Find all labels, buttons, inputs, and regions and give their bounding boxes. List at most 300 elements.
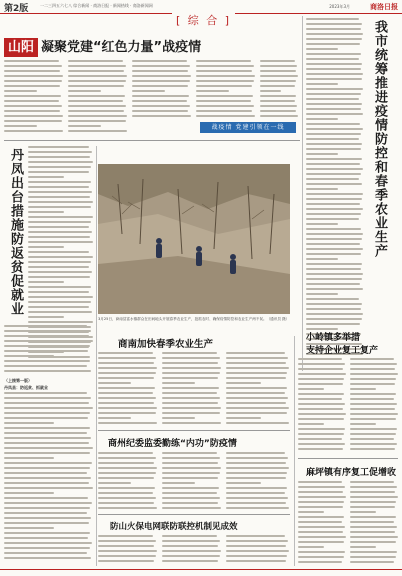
- body-text-line: [132, 75, 191, 77]
- body-text-line: [306, 88, 363, 90]
- body-text-line: [4, 325, 87, 327]
- body-text-line: [4, 330, 91, 332]
- body-text-line: [306, 198, 362, 200]
- body-text-line: [298, 403, 345, 405]
- body-text-line: [162, 382, 195, 384]
- body-text-line: [162, 555, 220, 557]
- shangnan-headline: 商南加快春季农业生产: [118, 339, 214, 350]
- body-text-line: [350, 486, 397, 488]
- body-text-line: [350, 556, 396, 558]
- body-text-line: [4, 115, 63, 117]
- mapping-col-2: [350, 481, 398, 566]
- body-text-line: [28, 216, 93, 218]
- body-text-line: [98, 407, 157, 409]
- body-text-line: [132, 105, 190, 107]
- mapping-top-rule: [298, 458, 398, 459]
- body-text-line: [306, 158, 362, 160]
- shangzhou-top-rule: [98, 430, 290, 431]
- body-text-line: [162, 397, 220, 399]
- page-number: 第2版: [4, 4, 29, 14]
- body-text-line: [28, 241, 93, 243]
- body-text-line: [350, 363, 397, 365]
- body-text-line: [68, 110, 124, 112]
- body-text-line: [162, 492, 217, 494]
- body-text-line: [260, 80, 296, 82]
- body-text-line: [306, 133, 361, 135]
- body-text-line: [226, 387, 287, 389]
- body-text-line: [4, 457, 54, 459]
- body-text-line: [28, 251, 89, 253]
- body-text-line: [4, 497, 88, 499]
- body-text-line: [226, 417, 261, 419]
- body-text-line: [306, 168, 363, 170]
- body-text-line: [132, 70, 188, 72]
- body-text-line: [350, 378, 396, 380]
- body-text-line: [162, 507, 221, 509]
- body-text-line: [4, 355, 54, 357]
- body-text-line: [98, 457, 156, 459]
- body-text-line: [298, 536, 346, 538]
- body-text-line: [306, 138, 359, 140]
- body-text-line: [306, 148, 361, 150]
- body-text-line: [4, 557, 91, 559]
- shangzhou-col-3: [226, 452, 290, 512]
- shangnan-col-2: [162, 352, 222, 427]
- body-text-line: [28, 161, 93, 163]
- body-text-line: [162, 487, 219, 489]
- body-text-line: [28, 296, 93, 298]
- body-text-line: [4, 532, 90, 534]
- body-text-line: [28, 271, 92, 273]
- body-text-line: [298, 496, 346, 498]
- body-text-line: [68, 105, 126, 107]
- body-text-line: [306, 128, 363, 130]
- body-text-line: [98, 545, 154, 547]
- body-text-line: [28, 231, 92, 233]
- body-text-line: [98, 462, 154, 464]
- body-text-line: [226, 402, 286, 404]
- fangshan-col-1: [98, 535, 158, 567]
- body-text-line: [306, 23, 362, 25]
- masthead-meta: 一二三四五六七八 综合新闻 · 商洛日报 · 新闻热线 · 商洛新闻网: [40, 3, 153, 8]
- lead-story-col-3: [132, 60, 192, 120]
- body-text-line: [4, 447, 93, 449]
- body-text-line: [298, 443, 345, 445]
- body-text-line: [162, 452, 217, 454]
- body-text-line: [4, 542, 92, 544]
- body-text-line: [4, 432, 87, 434]
- body-text-line: [350, 521, 394, 523]
- body-text-line: [4, 350, 88, 352]
- body-text-line: [306, 233, 363, 235]
- body-text-line: [162, 560, 218, 562]
- body-text-line: [4, 360, 90, 362]
- body-text-line: [68, 65, 126, 67]
- body-text-line: [226, 492, 285, 494]
- body-text-line: [28, 276, 90, 278]
- body-text-line: [132, 110, 188, 112]
- body-text-line: [306, 33, 363, 35]
- body-text-line: [306, 268, 361, 270]
- lead-headline-text: 凝聚党建“红色力量”战疫情: [41, 40, 202, 55]
- body-text-line: [162, 352, 217, 354]
- body-text-line: [68, 70, 124, 72]
- xiaoling-col-1: [298, 358, 346, 453]
- body-text-line: [4, 487, 93, 489]
- body-text-line: [226, 477, 286, 479]
- body-text-line: [350, 358, 394, 360]
- body-text-line: [162, 372, 220, 374]
- body-text-line: [298, 551, 345, 553]
- body-text-line: [226, 367, 289, 369]
- body-text-line: [98, 550, 157, 552]
- body-text-line: [4, 345, 90, 347]
- shangzhou-col-2: [162, 452, 222, 512]
- body-text-line: [4, 507, 90, 509]
- body-text-line: [132, 65, 190, 67]
- body-text-line: [298, 433, 344, 435]
- body-text-line: [4, 95, 61, 97]
- body-text-line: [306, 283, 360, 285]
- body-text-line: [298, 556, 344, 558]
- body-text-line: [350, 438, 394, 440]
- body-text-line: [4, 370, 91, 372]
- body-text-line: [260, 65, 297, 67]
- body-text-line: [298, 481, 342, 483]
- body-text-line: [28, 176, 64, 178]
- body-text-line: [4, 522, 89, 524]
- body-text-line: [260, 85, 295, 87]
- body-text-line: [28, 291, 89, 293]
- body-text-line: [98, 382, 131, 384]
- body-text-line: [98, 477, 154, 479]
- body-text-line: [162, 422, 221, 424]
- body-text-line: [4, 512, 87, 514]
- body-text-line: [98, 492, 153, 494]
- xiaoling-headline-line-1: 小岭镇多举措: [306, 333, 361, 343]
- body-text-line: [306, 318, 362, 320]
- body-text-line: [350, 561, 394, 563]
- body-text-line: [306, 253, 361, 255]
- body-text-line: [4, 502, 92, 504]
- body-text-line: [4, 125, 37, 127]
- body-text-line: [98, 472, 156, 474]
- body-text-line: [226, 467, 289, 469]
- body-text-line: [98, 497, 156, 499]
- body-text-line: [226, 362, 286, 364]
- right-lower-rule: [294, 336, 295, 566]
- body-text-line: [306, 38, 362, 40]
- body-text-line: [4, 467, 90, 469]
- left-subhead-1: （上接第一版）: [4, 378, 32, 383]
- body-text-line: [306, 68, 361, 70]
- body-text-line: [226, 462, 286, 464]
- body-text-line: [306, 273, 363, 275]
- left-lower-text: [4, 392, 94, 567]
- body-text-line: [260, 100, 295, 102]
- body-text-line: [350, 496, 398, 498]
- body-text-line: [350, 551, 397, 553]
- lead-story-col-5: [260, 60, 298, 120]
- body-text-line: [306, 218, 359, 220]
- body-text-line: [4, 120, 62, 122]
- body-text-line: [4, 392, 87, 394]
- body-text-line: [68, 115, 127, 117]
- body-text-line: [98, 482, 131, 484]
- body-text-line: [132, 85, 188, 87]
- body-text-line: [306, 193, 363, 195]
- body-text-line: [98, 555, 156, 557]
- body-text-line: [98, 397, 156, 399]
- body-text-line: [350, 373, 398, 375]
- body-text-line: [28, 171, 89, 173]
- body-text-line: [132, 115, 191, 117]
- body-text-line: [226, 397, 288, 399]
- body-text-line: [162, 535, 217, 537]
- body-text-line: [4, 482, 89, 484]
- right-vertical-headline: 我市统筹推进疫情防控和春季农业生产: [372, 20, 387, 258]
- body-text-line: [260, 70, 296, 72]
- body-text-line: [306, 48, 338, 50]
- body-text-line: [306, 163, 360, 165]
- left-vertical-headline: 丹凤出台措施防返贫促就业: [8, 148, 23, 316]
- body-text-line: [306, 123, 360, 125]
- body-text-line: [98, 502, 154, 504]
- body-text-line: [226, 487, 287, 489]
- body-text-line: [226, 382, 261, 384]
- body-text-line: [350, 423, 376, 425]
- lead-headline: [4, 36, 272, 55]
- body-text-line: [162, 462, 218, 464]
- body-text-line: [68, 95, 125, 97]
- body-text-line: [298, 388, 324, 390]
- body-text-line: [298, 378, 344, 380]
- body-text-line: [28, 266, 89, 268]
- body-text-line: [350, 403, 397, 405]
- body-text-line: [226, 357, 288, 359]
- body-text-line: [196, 90, 229, 92]
- body-text-line: [306, 18, 359, 20]
- body-text-line: [98, 357, 156, 359]
- body-text-line: [350, 506, 395, 508]
- body-text-line: [28, 246, 64, 248]
- body-text-line: [28, 261, 91, 263]
- body-text-line: [196, 100, 251, 102]
- fangshan-top-rule: [98, 514, 290, 515]
- body-text-line: [298, 448, 343, 450]
- body-text-line: [298, 423, 324, 425]
- xiaoling-col-2: [350, 358, 398, 453]
- shangnan-col-1: [98, 352, 158, 427]
- hillside-farm-photo: [98, 164, 290, 314]
- body-text-line: [298, 383, 343, 385]
- lead-bottom-rule: [4, 140, 300, 141]
- xiaoling-headline-line-2: 支持企业复工复产: [306, 346, 379, 356]
- body-text-line: [98, 402, 154, 404]
- body-text-line: [306, 73, 363, 75]
- body-text-line: [350, 433, 396, 435]
- body-text-line: [28, 166, 91, 168]
- body-text-line: [28, 146, 89, 148]
- body-text-line: [28, 206, 91, 208]
- body-text-line: [28, 191, 92, 193]
- body-text-line: [306, 243, 360, 245]
- body-text-line: [4, 462, 92, 464]
- body-text-line: [298, 526, 345, 528]
- body-text-line: [350, 541, 396, 543]
- body-text-line: [306, 293, 338, 295]
- body-text-line: [298, 393, 344, 395]
- body-text-line: [28, 286, 91, 288]
- body-text-line: [226, 457, 288, 459]
- body-text-line: [98, 367, 157, 369]
- body-text-line: [306, 153, 338, 155]
- body-text-line: [306, 278, 362, 280]
- body-text-line: [98, 452, 153, 454]
- body-text-line: [98, 352, 153, 354]
- body-text-line: [196, 115, 255, 117]
- body-text-line: [298, 541, 344, 543]
- body-text-line: [4, 412, 90, 414]
- body-text-line: [28, 316, 64, 318]
- body-text-line: [298, 516, 344, 518]
- body-text-line: [162, 392, 217, 394]
- body-text-line: [350, 501, 396, 503]
- body-text-line: [350, 516, 396, 518]
- body-text-line: [4, 397, 91, 399]
- body-text-line: [226, 412, 287, 414]
- body-text-line: [28, 301, 91, 303]
- body-text-line: [4, 407, 93, 409]
- body-text-line: [28, 156, 90, 158]
- body-text-line: [350, 393, 396, 395]
- body-text-line: [4, 552, 87, 554]
- body-text-line: [306, 78, 362, 80]
- body-text-line: [4, 110, 60, 112]
- body-text-line: [98, 467, 157, 469]
- body-text-line: [4, 75, 63, 77]
- body-text-line: [162, 362, 218, 364]
- body-text-line: [306, 188, 338, 190]
- body-text-line: [162, 377, 218, 379]
- body-text-line: [68, 100, 123, 102]
- body-text-line: [298, 373, 346, 375]
- body-text-line: [162, 550, 221, 552]
- body-text-line: [98, 560, 154, 562]
- body-text-line: [306, 63, 362, 65]
- body-text-line: [28, 196, 90, 198]
- body-text-line: [298, 408, 343, 410]
- body-text-line: [4, 492, 54, 494]
- body-text-line: [28, 281, 64, 283]
- body-text-line: [4, 452, 90, 454]
- body-text-line: [350, 491, 395, 493]
- body-text-line: [162, 540, 220, 542]
- lead-story-col-1: [4, 60, 64, 138]
- body-text-line: [306, 248, 363, 250]
- body-text-line: [350, 526, 397, 528]
- body-text-line: [306, 298, 359, 300]
- body-text-line: [298, 398, 342, 400]
- body-text-line: [98, 387, 155, 389]
- body-text-line: [28, 236, 90, 238]
- left-column-rule: [96, 146, 97, 566]
- body-text-line: [28, 226, 89, 228]
- body-text-line: [4, 547, 90, 549]
- body-text-line: [226, 482, 261, 484]
- body-text-line: [68, 85, 124, 87]
- body-text-line: [350, 546, 376, 548]
- body-text-line: [162, 482, 195, 484]
- body-text-line: [196, 70, 252, 72]
- body-text-line: [306, 208, 363, 210]
- body-text-line: [4, 100, 59, 102]
- body-text-line: [260, 95, 296, 97]
- body-text-line: [226, 377, 286, 379]
- photo-caption: 3月25日，商南县富水镇群众在田间地头开展春季农业生产，抢抓农时、确保疫情防控和农业生产两不误。（通讯员 摄）: [98, 317, 290, 321]
- body-text-line: [306, 203, 360, 205]
- body-text-line: [298, 486, 345, 488]
- body-text-line: [306, 118, 338, 120]
- body-text-line: [162, 457, 220, 459]
- body-text-line: [260, 90, 281, 92]
- body-text-line: [260, 75, 298, 77]
- body-text-line: [162, 387, 219, 389]
- body-text-line: [350, 428, 397, 430]
- body-text-line: [4, 437, 91, 439]
- body-text-line: [350, 531, 395, 533]
- body-text-line: [306, 263, 362, 265]
- body-text-line: [306, 173, 361, 175]
- body-text-line: [132, 80, 190, 82]
- body-text-line: [350, 398, 394, 400]
- body-text-line: [28, 186, 89, 188]
- lead-story-col-2: [68, 60, 128, 138]
- body-text-line: [350, 408, 395, 410]
- body-text-line: [132, 60, 187, 62]
- body-text-line: [306, 53, 361, 55]
- mapping-headline: 麻坪镇有序复工促增收: [306, 468, 397, 478]
- body-text-line: [306, 213, 361, 215]
- body-text-line: [306, 183, 362, 185]
- body-text-line: [196, 65, 254, 67]
- body-text-line: [68, 120, 126, 122]
- body-text-line: [4, 340, 93, 342]
- body-text-line: [350, 448, 395, 450]
- body-text-line: [68, 80, 126, 82]
- body-text-line: [4, 422, 54, 424]
- body-text-line: [306, 178, 359, 180]
- body-text-line: [226, 545, 286, 547]
- body-text-line: [306, 28, 361, 30]
- mapping-col-1: [298, 481, 346, 566]
- body-text-line: [162, 467, 221, 469]
- body-text-line: [162, 367, 221, 369]
- shangzhou-headline: 商州纪委监委勤练“内功”防疫情: [108, 439, 237, 449]
- body-text-line: [4, 335, 89, 337]
- right-story-col-1: [306, 18, 364, 368]
- body-text-line: [306, 83, 338, 85]
- body-text-line: [306, 108, 361, 110]
- right-column-rule: [302, 16, 303, 371]
- body-text-line: [4, 402, 89, 404]
- body-text-line: [4, 365, 87, 367]
- body-text-line: [306, 103, 362, 105]
- body-text-line: [306, 43, 360, 45]
- body-text-line: [4, 60, 59, 62]
- body-text-line: [4, 517, 91, 519]
- body-text-line: [196, 110, 252, 112]
